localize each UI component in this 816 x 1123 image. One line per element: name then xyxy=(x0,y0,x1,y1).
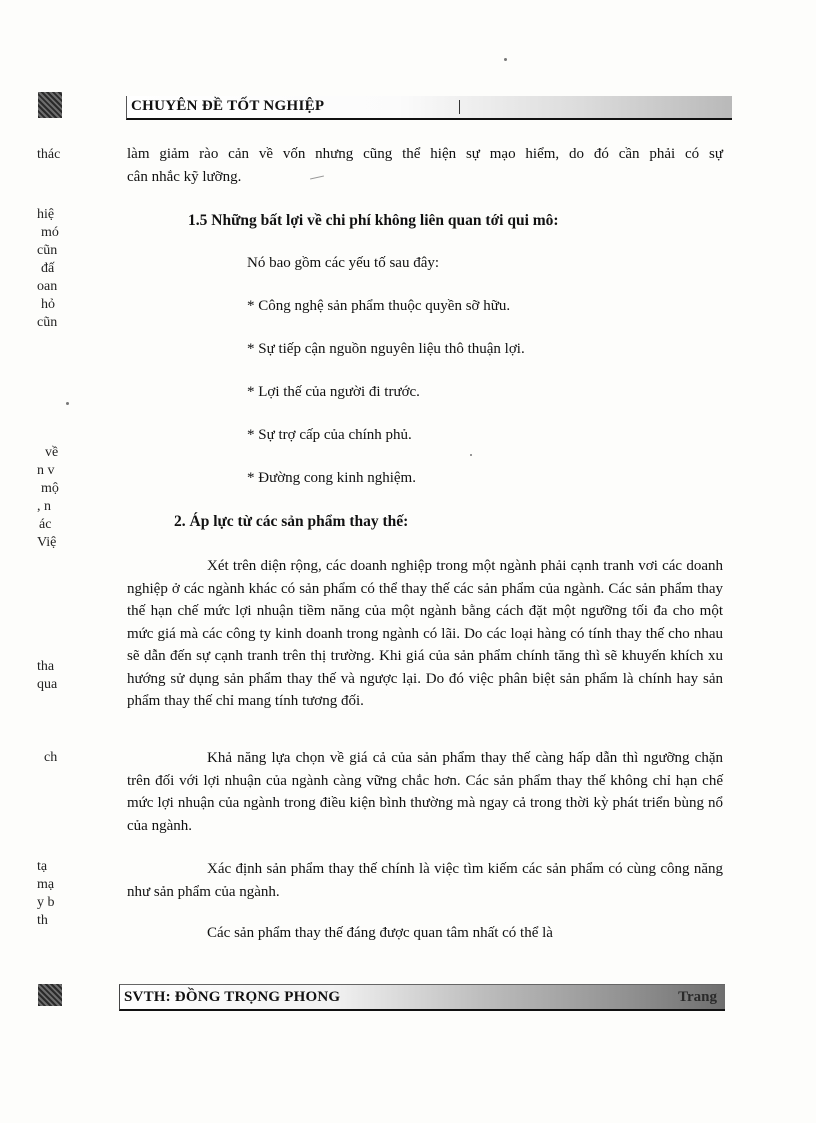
footer-author: SVTH: ĐỒNG TRỌNG PHONG xyxy=(124,989,341,1005)
scan-speck xyxy=(504,58,507,61)
paragraph-text: Xét trên diện rộng, các doanh nghiệp trong một ngành phải cạnh tranh vơi các doanh nghiệp ở các ngành khác có sản phẩm có thể thay thế các sản phẩm của ngành. Các sản phẩm thay thế hạn chế mức lợi nhuận tiềm năng của một ngành bằng cách đặt một ngưỡng tối đa cho một mức giá mà các công ty kinh doanh trong ngành có lãi. Do các loại hàng có tính thay thế cho nhau sẽ dẫn đến sự cạnh tranh trên thị trường. Khi giá của sản phẩm chính tăng thì sẽ khuyến khích xu hướng sử dụng sản phẩm thay thế và ngược lại. Do đó việc phân biệt sản phẩm là chính hay sản phẩm thay thế chỉ mang tính tương đối. xyxy=(127,558,723,709)
margin-fragment: , n xyxy=(37,499,51,514)
margin-fragment: tha xyxy=(37,659,55,674)
paragraph-text: Xác định sản phẩm thay thế chính là việc tìm kiếm các sản phẩm có cùng công năng như sản phẩm của ngành. xyxy=(127,861,723,900)
list-item: * Đường cong kinh nghiệm. xyxy=(247,470,416,486)
margin-fragment: oan xyxy=(37,279,58,294)
margin-fragment: ch xyxy=(44,750,58,765)
margin-fragment-group xyxy=(37,206,71,332)
margin-fragment-group xyxy=(37,444,71,552)
header-tick-mark xyxy=(459,100,460,114)
margin-fragment: mộ xyxy=(41,481,59,496)
list-intro: Nó bao gồm các yếu tố sau đây: xyxy=(247,255,440,271)
list-item: * Lợi thế của người đi trước. xyxy=(247,384,420,400)
scan-smudge xyxy=(38,984,62,1006)
section-heading: 1.5 Những bất lợi về chi phí không liên quan tới qui mô: xyxy=(188,212,559,229)
page-header xyxy=(126,96,732,120)
body-paragraph xyxy=(127,747,723,837)
margin-fragment: về xyxy=(45,445,59,460)
intro-line: cân nhắc kỹ lưỡng. xyxy=(127,169,242,185)
scan-speck xyxy=(310,176,324,180)
page-footer xyxy=(119,984,725,1011)
scan-smudge xyxy=(38,92,62,118)
margin-fragment-group xyxy=(37,858,71,930)
footer-page-label: Trang xyxy=(678,989,717,1005)
scan-speck xyxy=(66,402,69,405)
margin-fragment: đấ xyxy=(41,261,55,276)
margin-fragment: cũn xyxy=(37,243,58,258)
body-paragraph xyxy=(127,858,723,903)
margin-fragment: th xyxy=(37,913,48,928)
margin-fragment: hiệ xyxy=(37,207,55,222)
margin-fragment: tạ xyxy=(37,859,48,874)
list-item: * Công nghệ sản phẩm thuộc quyền sỡ hữu. xyxy=(247,298,511,314)
margin-fragment-group xyxy=(37,658,71,694)
header-title: CHUYÊN ĐỀ TỐT NGHIỆP xyxy=(131,98,325,114)
scan-speck xyxy=(470,454,472,456)
margin-fragment: thác xyxy=(37,147,61,162)
margin-fragment: ác xyxy=(39,517,52,532)
list-item: * Sự trợ cấp của chính phủ. xyxy=(247,427,412,443)
paragraph-text: Các sản phẩm thay thế đáng được quan tâm nhất có thể là xyxy=(207,925,553,941)
margin-fragment: y b xyxy=(37,895,55,910)
body-paragraph xyxy=(127,922,723,945)
margin-fragment: mó xyxy=(41,225,59,240)
margin-fragment: cũn xyxy=(37,315,58,330)
intro-line: làm giảm rào cản về vốn nhưng cũng thể hiện sự mạo hiểm, do đó cần phải có sự xyxy=(127,146,723,162)
list-item: * Sự tiếp cận nguồn nguyên liệu thô thuận lợi. xyxy=(247,341,525,357)
margin-fragment: mạ xyxy=(37,877,55,892)
paragraph-text: Khả năng lựa chọn về giá cả của sản phẩm thay thế càng hấp dẫn thì ngưỡng chặn trên đối với lợi nhuận của ngành càng vững chắc hơn. Các sản phẩm thay thế không chỉ hạn chế mức lợi nhuận của ngành trong điều kiện bình thường mà ngay cả trong thời kỳ phát triển bùng nổ của ngành. xyxy=(127,750,723,834)
body-paragraph xyxy=(127,555,723,713)
margin-fragment: n v xyxy=(37,463,55,478)
margin-fragment: hỏ xyxy=(41,297,55,312)
margin-fragment: Việ xyxy=(37,535,57,550)
section-heading: 2. Áp lực từ các sản phẩm thay thế: xyxy=(174,513,409,530)
margin-fragment: qua xyxy=(37,677,58,692)
